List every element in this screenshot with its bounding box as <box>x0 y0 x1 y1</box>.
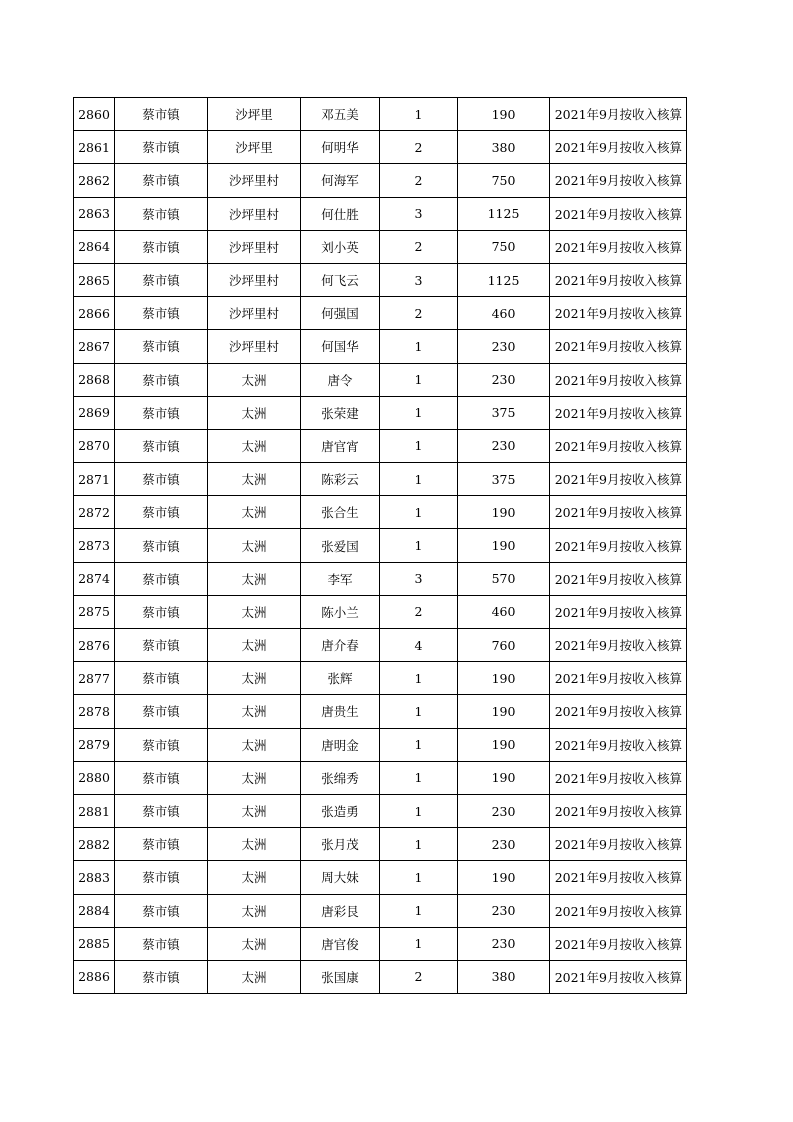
household-count-cell: 2 <box>380 131 458 164</box>
name-cell: 张绵秀 <box>301 761 380 794</box>
note-cell: 2021年9月按收入核算 <box>550 695 687 728</box>
town-cell: 蔡市镇 <box>115 131 208 164</box>
note-cell: 2021年9月按收入核算 <box>550 629 687 662</box>
amount-cell: 190 <box>458 529 550 562</box>
note-cell: 2021年9月按收入核算 <box>550 662 687 695</box>
town-cell: 蔡市镇 <box>115 894 208 927</box>
village-cell: 太洲 <box>208 695 301 728</box>
amount-cell: 190 <box>458 861 550 894</box>
serial-number-cell: 2863 <box>74 197 115 230</box>
amount-cell: 460 <box>458 595 550 628</box>
household-count-cell: 1 <box>380 496 458 529</box>
serial-number-cell: 2872 <box>74 496 115 529</box>
town-cell: 蔡市镇 <box>115 363 208 396</box>
village-cell: 沙坪里村 <box>208 297 301 330</box>
town-cell: 蔡市镇 <box>115 496 208 529</box>
note-cell: 2021年9月按收入核算 <box>550 197 687 230</box>
note-cell: 2021年9月按收入核算 <box>550 98 687 131</box>
note-cell: 2021年9月按收入核算 <box>550 728 687 761</box>
table-row <box>74 529 687 562</box>
amount-cell: 380 <box>458 960 550 993</box>
household-count-cell: 1 <box>380 330 458 363</box>
household-count-cell: 1 <box>380 429 458 462</box>
village-cell: 太洲 <box>208 761 301 794</box>
town-cell: 蔡市镇 <box>115 728 208 761</box>
village-cell: 太洲 <box>208 794 301 827</box>
town-cell: 蔡市镇 <box>115 595 208 628</box>
note-cell: 2021年9月按收入核算 <box>550 861 687 894</box>
town-cell: 蔡市镇 <box>115 927 208 960</box>
name-cell: 陈小兰 <box>301 595 380 628</box>
name-cell: 唐令 <box>301 363 380 396</box>
note-cell: 2021年9月按收入核算 <box>550 131 687 164</box>
table-row <box>74 861 687 894</box>
table-row <box>74 496 687 529</box>
serial-number-cell: 2884 <box>74 894 115 927</box>
amount-cell: 380 <box>458 131 550 164</box>
amount-cell: 230 <box>458 330 550 363</box>
town-cell: 蔡市镇 <box>115 263 208 296</box>
note-cell: 2021年9月按收入核算 <box>550 960 687 993</box>
name-cell: 张合生 <box>301 496 380 529</box>
household-count-cell: 1 <box>380 529 458 562</box>
table-body <box>74 98 687 994</box>
table-row <box>74 297 687 330</box>
town-cell: 蔡市镇 <box>115 330 208 363</box>
serial-number-cell: 2881 <box>74 794 115 827</box>
table-row <box>74 562 687 595</box>
amount-cell: 230 <box>458 363 550 396</box>
village-cell: 太洲 <box>208 429 301 462</box>
serial-number-cell: 2879 <box>74 728 115 761</box>
table-row <box>74 629 687 662</box>
amount-cell: 230 <box>458 927 550 960</box>
town-cell: 蔡市镇 <box>115 164 208 197</box>
name-cell: 唐官宵 <box>301 429 380 462</box>
serial-number-cell: 2860 <box>74 98 115 131</box>
village-cell: 太洲 <box>208 728 301 761</box>
name-cell: 何飞云 <box>301 263 380 296</box>
amount-cell: 760 <box>458 629 550 662</box>
amount-cell: 230 <box>458 429 550 462</box>
village-cell: 沙坪里村 <box>208 164 301 197</box>
name-cell: 何强国 <box>301 297 380 330</box>
serial-number-cell: 2867 <box>74 330 115 363</box>
town-cell: 蔡市镇 <box>115 297 208 330</box>
household-count-cell: 1 <box>380 396 458 429</box>
serial-number-cell: 2871 <box>74 463 115 496</box>
household-count-cell: 2 <box>380 297 458 330</box>
household-count-cell: 3 <box>380 197 458 230</box>
name-cell: 张造勇 <box>301 794 380 827</box>
note-cell: 2021年9月按收入核算 <box>550 496 687 529</box>
amount-cell: 190 <box>458 662 550 695</box>
amount-cell: 190 <box>458 761 550 794</box>
town-cell: 蔡市镇 <box>115 861 208 894</box>
recipient-table <box>73 97 687 994</box>
name-cell: 唐官俊 <box>301 927 380 960</box>
serial-number-cell: 2861 <box>74 131 115 164</box>
household-count-cell: 1 <box>380 861 458 894</box>
table-row <box>74 662 687 695</box>
serial-number-cell: 2882 <box>74 828 115 861</box>
village-cell: 沙坪里村 <box>208 197 301 230</box>
table-row <box>74 828 687 861</box>
village-cell: 太洲 <box>208 960 301 993</box>
name-cell: 邓五美 <box>301 98 380 131</box>
village-cell: 太洲 <box>208 463 301 496</box>
serial-number-cell: 2869 <box>74 396 115 429</box>
amount-cell: 1125 <box>458 197 550 230</box>
table-row <box>74 263 687 296</box>
village-cell: 太洲 <box>208 529 301 562</box>
note-cell: 2021年9月按收入核算 <box>550 828 687 861</box>
name-cell: 何仕胜 <box>301 197 380 230</box>
town-cell: 蔡市镇 <box>115 197 208 230</box>
town-cell: 蔡市镇 <box>115 695 208 728</box>
amount-cell: 230 <box>458 828 550 861</box>
village-cell: 沙坪里 <box>208 131 301 164</box>
household-count-cell: 1 <box>380 98 458 131</box>
table-row <box>74 894 687 927</box>
town-cell: 蔡市镇 <box>115 230 208 263</box>
village-cell: 太洲 <box>208 363 301 396</box>
serial-number-cell: 2870 <box>74 429 115 462</box>
name-cell: 何明华 <box>301 131 380 164</box>
note-cell: 2021年9月按收入核算 <box>550 794 687 827</box>
village-cell: 太洲 <box>208 496 301 529</box>
town-cell: 蔡市镇 <box>115 429 208 462</box>
name-cell: 唐介春 <box>301 629 380 662</box>
note-cell: 2021年9月按收入核算 <box>550 263 687 296</box>
village-cell: 沙坪里村 <box>208 230 301 263</box>
village-cell: 太洲 <box>208 861 301 894</box>
serial-number-cell: 2880 <box>74 761 115 794</box>
serial-number-cell: 2876 <box>74 629 115 662</box>
village-cell: 太洲 <box>208 629 301 662</box>
table-row <box>74 131 687 164</box>
note-cell: 2021年9月按收入核算 <box>550 230 687 263</box>
name-cell: 何国华 <box>301 330 380 363</box>
household-count-cell: 1 <box>380 894 458 927</box>
village-cell: 沙坪里 <box>208 98 301 131</box>
note-cell: 2021年9月按收入核算 <box>550 297 687 330</box>
name-cell: 李军 <box>301 562 380 595</box>
household-count-cell: 4 <box>380 629 458 662</box>
name-cell: 唐贵生 <box>301 695 380 728</box>
village-cell: 沙坪里村 <box>208 263 301 296</box>
village-cell: 太洲 <box>208 396 301 429</box>
household-count-cell: 2 <box>380 595 458 628</box>
serial-number-cell: 2883 <box>74 861 115 894</box>
name-cell: 唐彩艮 <box>301 894 380 927</box>
note-cell: 2021年9月按收入核算 <box>550 429 687 462</box>
name-cell: 刘小英 <box>301 230 380 263</box>
table-row <box>74 960 687 993</box>
household-count-cell: 3 <box>380 263 458 296</box>
name-cell: 唐明金 <box>301 728 380 761</box>
note-cell: 2021年9月按收入核算 <box>550 330 687 363</box>
note-cell: 2021年9月按收入核算 <box>550 894 687 927</box>
town-cell: 蔡市镇 <box>115 629 208 662</box>
amount-cell: 190 <box>458 98 550 131</box>
name-cell: 张荣建 <box>301 396 380 429</box>
village-cell: 太洲 <box>208 894 301 927</box>
name-cell: 周大妹 <box>301 861 380 894</box>
household-count-cell: 2 <box>380 230 458 263</box>
table-row <box>74 330 687 363</box>
amount-cell: 375 <box>458 396 550 429</box>
amount-cell: 190 <box>458 496 550 529</box>
amount-cell: 570 <box>458 562 550 595</box>
household-count-cell: 2 <box>380 164 458 197</box>
serial-number-cell: 2874 <box>74 562 115 595</box>
note-cell: 2021年9月按收入核算 <box>550 927 687 960</box>
serial-number-cell: 2875 <box>74 595 115 628</box>
table-row <box>74 164 687 197</box>
household-count-cell: 1 <box>380 363 458 396</box>
amount-cell: 750 <box>458 230 550 263</box>
name-cell: 何海军 <box>301 164 380 197</box>
note-cell: 2021年9月按收入核算 <box>550 761 687 794</box>
serial-number-cell: 2885 <box>74 927 115 960</box>
serial-number-cell: 2873 <box>74 529 115 562</box>
amount-cell: 190 <box>458 728 550 761</box>
name-cell: 张辉 <box>301 662 380 695</box>
table-row <box>74 98 687 131</box>
household-count-cell: 3 <box>380 562 458 595</box>
household-count-cell: 1 <box>380 728 458 761</box>
household-count-cell: 1 <box>380 794 458 827</box>
serial-number-cell: 2886 <box>74 960 115 993</box>
town-cell: 蔡市镇 <box>115 828 208 861</box>
town-cell: 蔡市镇 <box>115 396 208 429</box>
table-row <box>74 695 687 728</box>
town-cell: 蔡市镇 <box>115 794 208 827</box>
serial-number-cell: 2878 <box>74 695 115 728</box>
serial-number-cell: 2866 <box>74 297 115 330</box>
note-cell: 2021年9月按收入核算 <box>550 562 687 595</box>
town-cell: 蔡市镇 <box>115 960 208 993</box>
village-cell: 太洲 <box>208 662 301 695</box>
village-cell: 太洲 <box>208 927 301 960</box>
household-count-cell: 2 <box>380 960 458 993</box>
note-cell: 2021年9月按收入核算 <box>550 164 687 197</box>
household-count-cell: 1 <box>380 662 458 695</box>
name-cell: 陈彩云 <box>301 463 380 496</box>
table-row <box>74 927 687 960</box>
town-cell: 蔡市镇 <box>115 463 208 496</box>
amount-cell: 375 <box>458 463 550 496</box>
name-cell: 张爱国 <box>301 529 380 562</box>
name-cell: 张月茂 <box>301 828 380 861</box>
amount-cell: 230 <box>458 894 550 927</box>
serial-number-cell: 2868 <box>74 363 115 396</box>
village-cell: 太洲 <box>208 562 301 595</box>
village-cell: 沙坪里村 <box>208 330 301 363</box>
amount-cell: 460 <box>458 297 550 330</box>
village-cell: 太洲 <box>208 828 301 861</box>
note-cell: 2021年9月按收入核算 <box>550 363 687 396</box>
household-count-cell: 1 <box>380 828 458 861</box>
table-row <box>74 463 687 496</box>
serial-number-cell: 2877 <box>74 662 115 695</box>
table-row <box>74 761 687 794</box>
town-cell: 蔡市镇 <box>115 529 208 562</box>
town-cell: 蔡市镇 <box>115 98 208 131</box>
table-row <box>74 230 687 263</box>
note-cell: 2021年9月按收入核算 <box>550 595 687 628</box>
amount-cell: 230 <box>458 794 550 827</box>
household-count-cell: 1 <box>380 761 458 794</box>
serial-number-cell: 2862 <box>74 164 115 197</box>
household-count-cell: 1 <box>380 695 458 728</box>
note-cell: 2021年9月按收入核算 <box>550 463 687 496</box>
household-count-cell: 1 <box>380 927 458 960</box>
serial-number-cell: 2864 <box>74 230 115 263</box>
amount-cell: 1125 <box>458 263 550 296</box>
table-row <box>74 794 687 827</box>
amount-cell: 750 <box>458 164 550 197</box>
town-cell: 蔡市镇 <box>115 761 208 794</box>
table-row <box>74 728 687 761</box>
town-cell: 蔡市镇 <box>115 662 208 695</box>
serial-number-cell: 2865 <box>74 263 115 296</box>
table-row <box>74 396 687 429</box>
name-cell: 张国康 <box>301 960 380 993</box>
household-count-cell: 1 <box>380 463 458 496</box>
amount-cell: 190 <box>458 695 550 728</box>
note-cell: 2021年9月按收入核算 <box>550 529 687 562</box>
table-row <box>74 429 687 462</box>
table-row <box>74 197 687 230</box>
town-cell: 蔡市镇 <box>115 562 208 595</box>
note-cell: 2021年9月按收入核算 <box>550 396 687 429</box>
village-cell: 太洲 <box>208 595 301 628</box>
table-row <box>74 595 687 628</box>
table-row <box>74 363 687 396</box>
